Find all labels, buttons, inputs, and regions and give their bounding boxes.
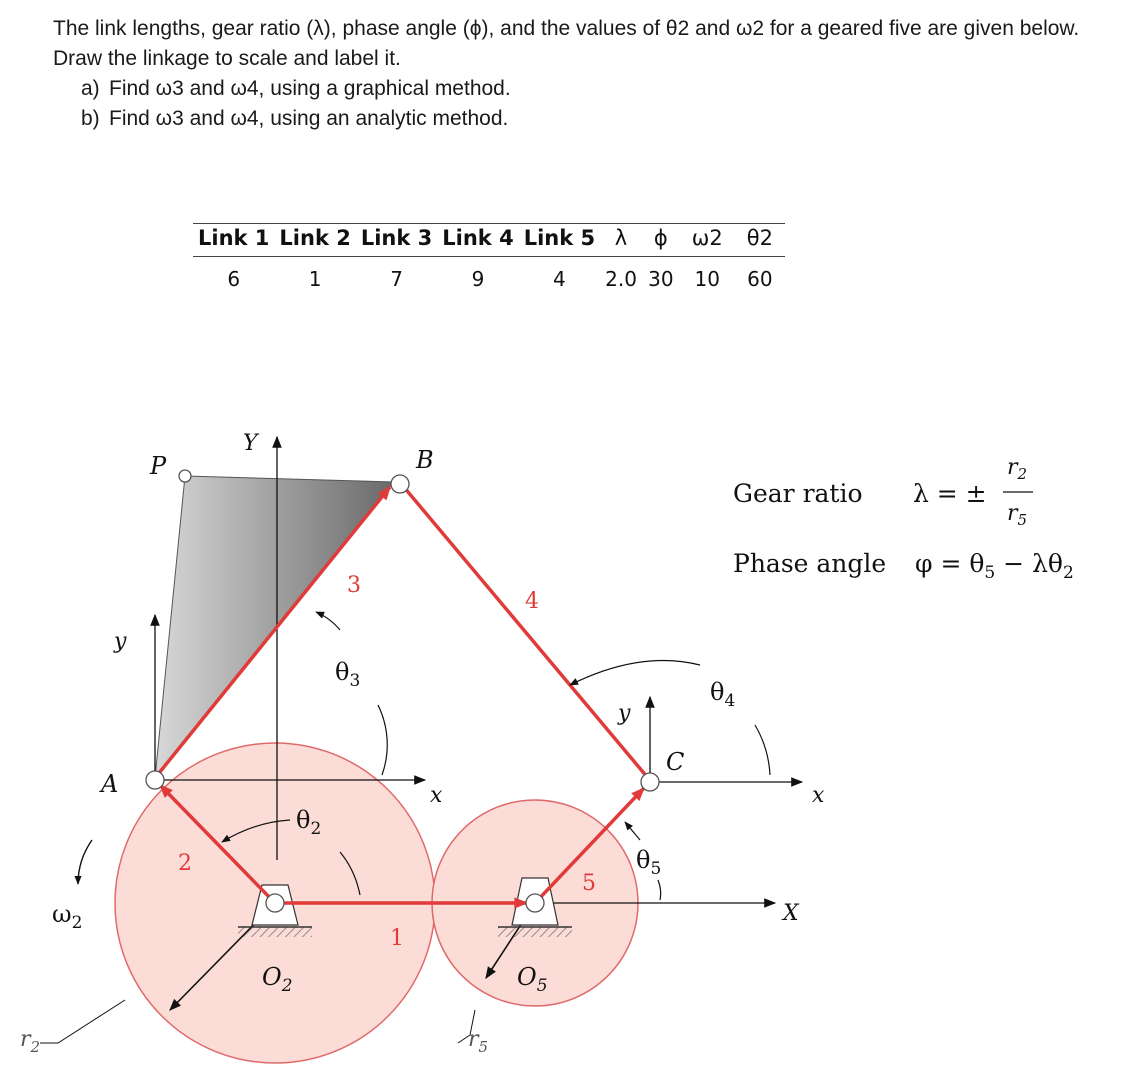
phase-formula-a: φ = θ bbox=[915, 549, 985, 578]
value-link5: 4 bbox=[553, 267, 566, 291]
r2-leader bbox=[40, 1000, 125, 1043]
theta4-arc-right bbox=[755, 725, 770, 775]
label-B: B bbox=[416, 446, 434, 474]
value-lambda: 2.0 bbox=[605, 267, 637, 291]
label-theta5 bbox=[636, 846, 661, 879]
label-A: A bbox=[101, 770, 119, 798]
label-link-2: 2 bbox=[178, 851, 192, 876]
label-theta4 bbox=[710, 678, 735, 711]
pin-O5 bbox=[526, 894, 544, 912]
pin-P bbox=[179, 470, 191, 482]
phase-angle-formula bbox=[915, 549, 1074, 583]
gear-ratio-den-sub: 5 bbox=[1017, 511, 1028, 529]
label-O5-main: O bbox=[517, 963, 537, 991]
label-O2-sub: 2 bbox=[281, 976, 293, 996]
phase-angle-label: Phase angle bbox=[733, 549, 887, 578]
label-omega2-sub: 2 bbox=[71, 913, 83, 933]
phase-formula-b: − λθ bbox=[995, 549, 1063, 578]
label-theta4-main: θ bbox=[710, 678, 725, 706]
label-y-C: y bbox=[618, 701, 631, 726]
label-theta3 bbox=[335, 658, 360, 691]
label-omega2-main: ω bbox=[52, 900, 72, 928]
pin-C bbox=[641, 773, 659, 791]
label-y-left: y bbox=[114, 629, 127, 654]
label-r5-main: r bbox=[468, 1027, 479, 1052]
gear-ratio-lhs: λ = ± bbox=[913, 479, 987, 508]
label-link-4: 4 bbox=[525, 589, 539, 614]
pin-O2 bbox=[266, 894, 284, 912]
header-link2: Link 2 bbox=[274, 224, 355, 257]
header-lambda: λ bbox=[600, 224, 642, 257]
theta5-arc-right bbox=[658, 880, 661, 900]
phase-formula-sub2: 2 bbox=[1062, 563, 1074, 583]
label-X-axis: X bbox=[783, 901, 799, 926]
label-r2 bbox=[20, 1027, 40, 1056]
gear-ratio-numerator bbox=[1007, 455, 1027, 483]
problem-text: The link lengths, gear ratio (λ), phase angle (ϕ), and the values of θ2 and ω2 for a geared five are given below. Draw the linkage to scale and label it. bbox=[53, 17, 1080, 70]
label-link-5: 5 bbox=[582, 871, 596, 896]
label-link-3: 3 bbox=[347, 573, 361, 598]
label-C: C bbox=[666, 748, 685, 776]
value-theta2: 60 bbox=[747, 267, 773, 291]
part-a-text: Find ω3 and ω4, using a graphical method. bbox=[109, 77, 511, 100]
gear-ratio-denominator bbox=[1007, 501, 1027, 529]
pin-A bbox=[146, 771, 164, 789]
value-link3: 7 bbox=[390, 267, 403, 291]
label-link-1: 1 bbox=[390, 926, 404, 951]
label-P: P bbox=[150, 452, 167, 480]
label-r5-sub: 5 bbox=[478, 1038, 489, 1056]
value-omega2: 10 bbox=[694, 267, 720, 291]
part-b-label: b) bbox=[81, 107, 100, 130]
theta4-arc-left bbox=[570, 661, 700, 686]
header-omega2: ω2 bbox=[680, 224, 735, 257]
label-theta5-main: θ bbox=[636, 846, 651, 874]
label-r5 bbox=[468, 1027, 488, 1056]
label-theta2-main: θ bbox=[296, 806, 311, 834]
theta5-arc-left bbox=[625, 822, 640, 840]
label-omega2 bbox=[52, 900, 82, 933]
gear-ratio-num-main: r bbox=[1007, 455, 1018, 480]
header-theta2: θ2 bbox=[735, 224, 785, 257]
label-r2-sub: 2 bbox=[30, 1038, 41, 1056]
label-r2-main: r bbox=[20, 1027, 31, 1052]
label-theta2-sub: 2 bbox=[310, 819, 322, 839]
phase-formula-sub1: 5 bbox=[984, 563, 996, 583]
value-link2: 1 bbox=[308, 267, 322, 291]
theta3-arc-left bbox=[316, 612, 340, 630]
header-link3: Link 3 bbox=[356, 224, 437, 257]
label-theta5-sub: 5 bbox=[650, 859, 662, 879]
omega2-arrow bbox=[78, 840, 92, 884]
part-a-label: a) bbox=[81, 77, 100, 100]
label-theta3-sub: 3 bbox=[349, 671, 361, 691]
header-phi: ϕ bbox=[642, 224, 680, 257]
value-phi: 30 bbox=[648, 267, 674, 291]
gear-ratio-den-main: r bbox=[1007, 501, 1018, 526]
label-theta3-main: θ bbox=[335, 658, 350, 686]
value-link1: 6 bbox=[227, 267, 241, 291]
header-link1: Link 1 bbox=[193, 224, 274, 257]
link-4 bbox=[403, 486, 648, 778]
header-link5: Link 5 bbox=[519, 224, 600, 257]
label-theta4-sub: 4 bbox=[724, 691, 736, 711]
gear-ratio-label: Gear ratio bbox=[733, 479, 863, 508]
label-Y-axis: Y bbox=[243, 431, 258, 456]
part-b-text: Find ω3 and ω4, using an analytic method. bbox=[109, 107, 509, 130]
header-link4: Link 4 bbox=[437, 224, 518, 257]
gear-ratio-num-sub: 2 bbox=[1017, 465, 1028, 483]
label-O2-main: O bbox=[262, 963, 282, 991]
label-x-C: x bbox=[812, 783, 825, 808]
pin-B bbox=[391, 475, 409, 493]
label-O5-sub: 5 bbox=[536, 976, 548, 996]
label-x-A: x bbox=[430, 783, 443, 808]
theta3-arc-right bbox=[378, 705, 387, 775]
value-link4: 9 bbox=[471, 267, 485, 291]
